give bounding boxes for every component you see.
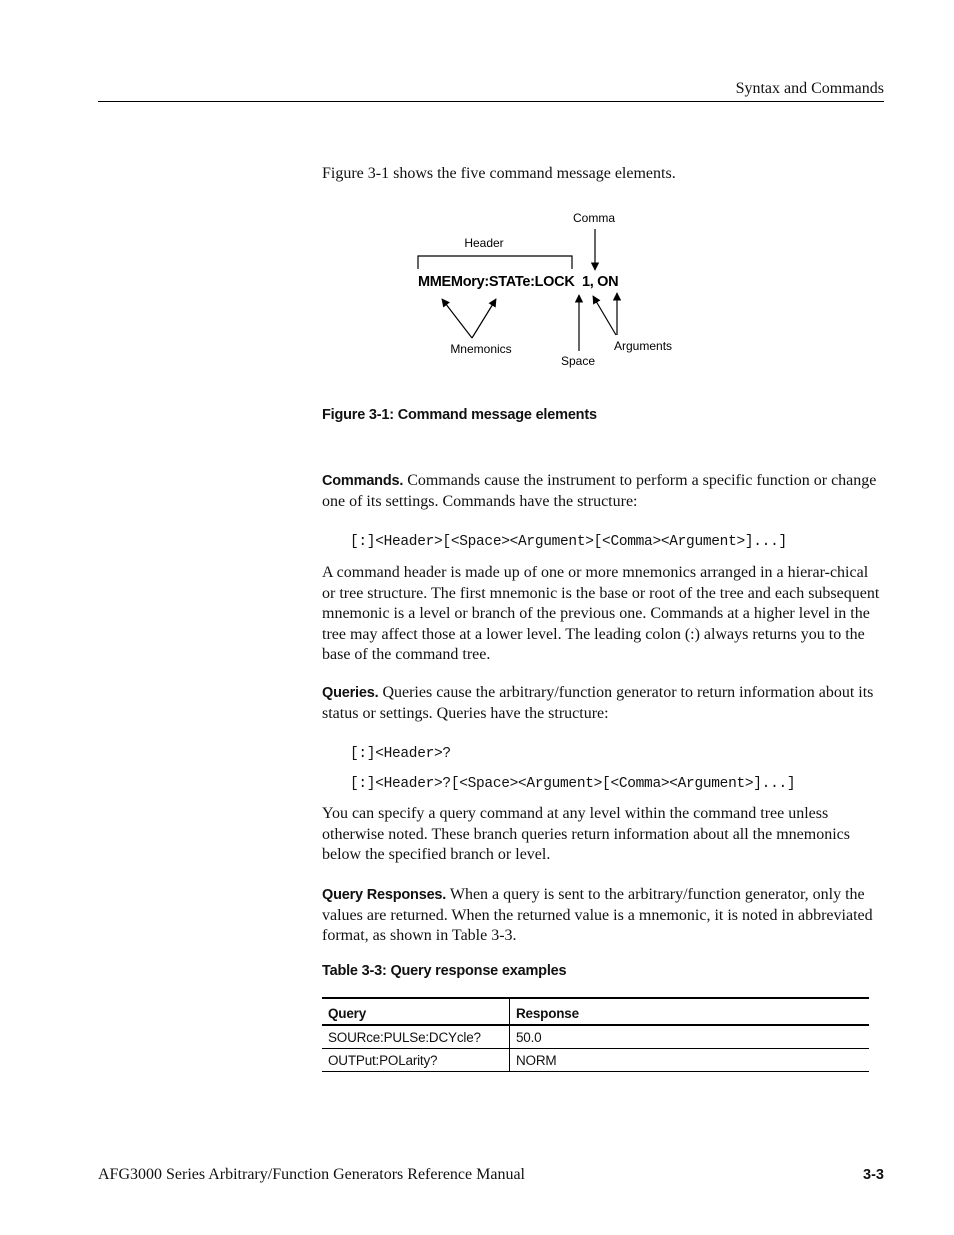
- queries-heading: Queries.: [322, 685, 379, 701]
- commands-paragraph: [322, 471, 884, 512]
- command-syntax: [:]<Header>[<Space><Argument>[<Comma><Argument>]...]: [350, 534, 787, 550]
- figure-caption: Figure 3-1: Command message elements: [322, 407, 597, 423]
- queries-text: Queries cause the arbitrary/function generator to return information about its status or settings. Queries have the structure:: [322, 684, 874, 722]
- table-row: [322, 1025, 869, 1049]
- header-bracket: [418, 256, 572, 269]
- table-header-row: [322, 998, 869, 1025]
- page-number: 3-3: [863, 1167, 884, 1183]
- comma-label: Comma: [572, 211, 616, 225]
- query-response-table: [322, 997, 869, 1072]
- footer-manual-title: AFG3000 Series Arbitrary/Function Generators Reference Manual: [98, 1166, 525, 1183]
- query-cell: OUTPut:POLarity?: [322, 1049, 510, 1072]
- column-header-response: Response: [510, 998, 870, 1025]
- table-caption: Table 3-3: Query response examples: [322, 963, 567, 979]
- intro-text: Figure 3-1 shows the five command message elements.: [322, 165, 676, 182]
- mnemonics-label: Mnemonics: [450, 342, 512, 356]
- command-elements-figure: [0, 0, 954, 400]
- response-cell: NORM: [510, 1049, 870, 1072]
- query-branch-explanation: You can specify a query command at any level within the command tree unless otherwise noted. These branch queries return information about all the mnemonics below the specified branch or level.: [322, 805, 850, 863]
- queries-paragraph: [322, 683, 884, 724]
- query-responses-heading: Query Responses.: [322, 887, 447, 903]
- query-syntax-2: [:]<Header>?[<Space><Argument>[<Comma><Argument>]...]: [350, 776, 796, 792]
- query-responses-paragraph: [322, 885, 884, 947]
- arguments-label: Arguments: [614, 339, 673, 353]
- argument-arrow-1: [593, 296, 616, 335]
- command-header-explanation: A command header is made up of one or more mnemonics arranged in a hierar-chical or tree structure. The first mnemonic is the base or root of the tree and each subsequent mnemonic is a level or branch of the previous one. Commands at a higher level in the tree may affect those at a lower level. The leading colon (:) always returns you to the base of the command tree.: [322, 564, 880, 663]
- space-label: Space: [560, 354, 596, 368]
- query-cell: SOURce:PULSe:DCYcle?: [322, 1025, 510, 1049]
- table-row: [322, 1049, 869, 1072]
- response-cell: 50.0: [510, 1025, 870, 1049]
- mnemonic-arrow-left: [442, 299, 472, 338]
- example-command: MMEMory:STATe:LOCK 1, ON: [418, 274, 619, 290]
- commands-text: Commands cause the instrument to perform a specific function or change one of its settings. Commands have the structure:: [322, 472, 877, 510]
- mnemonic-arrow-right: [472, 299, 496, 338]
- header-label: Header: [464, 236, 504, 250]
- running-header: Syntax and Commands: [735, 80, 884, 97]
- query-syntax-1: [:]<Header>?: [350, 746, 451, 762]
- commands-heading: Commands.: [322, 473, 404, 489]
- column-header-query: Query: [322, 998, 510, 1025]
- query-responses-text: When a query is sent to the arbitrary/function generator, only the values are returned. When the returned value is a mnemonic, it is noted in abbreviated format, as shown in Table 3-3.: [322, 886, 873, 944]
